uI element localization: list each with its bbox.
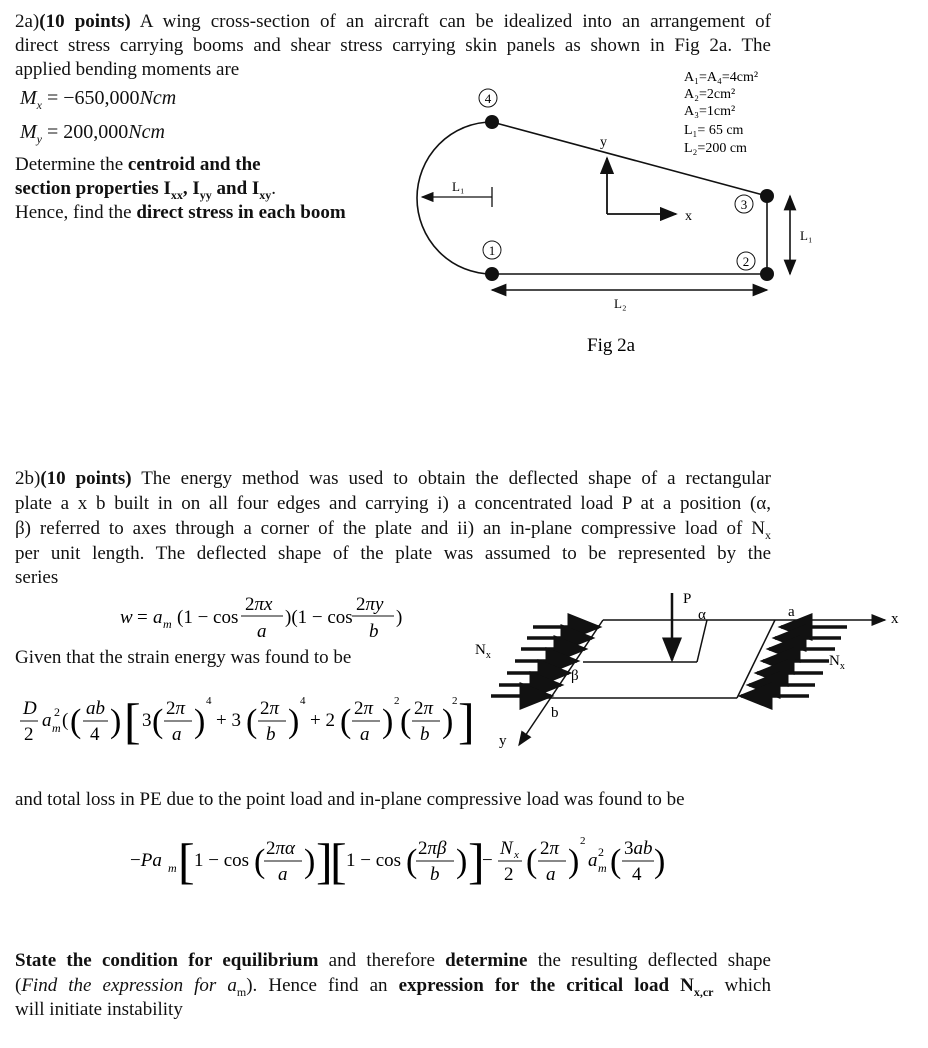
svg-text:(: ( [340, 703, 352, 740]
x-axis-label: x [685, 209, 692, 224]
svg-text:[: [ [124, 693, 141, 749]
svg-text:−: − [482, 850, 493, 871]
boom-label-4: 4 [484, 91, 492, 106]
svg-text:4: 4 [632, 864, 642, 885]
svg-text:4: 4 [300, 695, 306, 707]
svg-text:a: a [278, 864, 288, 885]
q2b-line-1: 2b)(10 points) The energy method was used to obtain the deflected shape of a rectangular [15, 468, 771, 489]
svg-text:D: D [23, 698, 37, 719]
svg-text:(: ( [400, 703, 412, 740]
svg-text:a: a [153, 607, 163, 628]
q2a-hence: Hence, find the direct stress in each boom [15, 202, 346, 223]
svg-text:(: ( [610, 843, 622, 880]
svg-text:4: 4 [90, 724, 100, 745]
svg-text:4: 4 [206, 695, 212, 707]
svg-text:b: b [266, 724, 276, 745]
q2a-line-3: applied bending moments are [15, 59, 240, 80]
svg-text:): ) [568, 843, 580, 880]
svg-text:a: a [360, 724, 370, 745]
svg-text:(: ( [254, 843, 266, 880]
q2a-points: (10 points) [39, 11, 131, 32]
q2a-line-1 [15, 10, 771, 34]
boom-1 [485, 267, 499, 281]
svg-text:2: 2 [580, 835, 586, 847]
svg-text:(: ( [62, 710, 69, 731]
svg-text:2πy: 2πy [356, 594, 384, 615]
svg-text:): ) [110, 703, 122, 740]
q2a-line1-text: A wing cross-section of an aircraft can be idealized into an arrangement of [130, 11, 772, 32]
q2b-find-line: (Find the expression for $a_m$). Hence find an expression for the critical load $N_{x,cr}$ which [15, 975, 771, 999]
y-label: y [499, 733, 507, 749]
b-label: b [551, 705, 559, 721]
svg-text:): ) [396, 607, 403, 628]
strain-energy-intro: Given that the strain energy was found to be [15, 647, 352, 668]
svg-text:a: a [588, 850, 598, 871]
alpha-label: α [698, 607, 706, 623]
svg-text:(: ( [70, 703, 82, 740]
q2b-last-line: will initiate instability [15, 999, 183, 1020]
svg-text:m: m [598, 861, 607, 875]
length-l1: L₁= 65 cm [684, 123, 744, 138]
svg-text:w: w [120, 607, 133, 628]
y-axis-label: y [600, 135, 607, 150]
svg-text:+ 3: + 3 [216, 710, 241, 731]
pe-loss-intro: and total loss in PE due to the point load and in-plane compressive load was found to be [15, 789, 685, 810]
svg-text:N: N [500, 838, 513, 859]
svg-text:m: m [163, 617, 172, 631]
beta-label: β [571, 668, 579, 684]
boom-4 [485, 115, 499, 129]
pe-loss-equation [130, 826, 670, 896]
moment-mx: $M_x = -650,000Ncm$ [20, 87, 177, 112]
svg-text:1 − cos: 1 − cos [194, 850, 250, 871]
length-l2: L₂=200 cm [684, 141, 747, 156]
svg-text:m: m [52, 721, 61, 735]
svg-text:): ) [304, 843, 316, 880]
q2a-line-2: direct stress carrying booms and shear stress carrying skin panels as shown in Fig 2a. The [15, 35, 771, 56]
svg-text:b: b [430, 864, 440, 885]
q2a-determine: Determine the centroid and the [15, 154, 261, 175]
l1-right-label: L₁ [800, 228, 813, 243]
l2-label: L₂ [614, 296, 627, 311]
svg-text:(: ( [152, 703, 164, 740]
x-label: x [891, 611, 899, 627]
svg-text:]: ] [316, 833, 333, 889]
l1-label: L₁ [452, 179, 465, 194]
boom-label-2: 2 [742, 254, 750, 269]
svg-text:2: 2 [394, 695, 400, 707]
svg-text:2π: 2π [166, 698, 186, 719]
svg-text:a: a [546, 864, 556, 885]
svg-text:=: = [137, 607, 148, 628]
svg-text:[: [ [178, 833, 195, 889]
svg-text:a: a [42, 710, 52, 731]
svg-text:): ) [442, 703, 454, 740]
svg-text:−Pa: −Pa [130, 850, 162, 871]
nx-left-arrows [491, 627, 599, 696]
boom-label-1: 1 [488, 243, 496, 258]
svg-text:2πx: 2πx [245, 594, 273, 615]
q2b-state-line: State the condition for equilibrium and therefore determine the resulting deflected shape [15, 950, 771, 971]
svg-text:ab: ab [86, 698, 105, 719]
svg-text:(: ( [526, 843, 538, 880]
svg-text:): ) [288, 703, 300, 740]
svg-text:)(1 − cos: )(1 − cos [285, 607, 353, 628]
deflection-equation [115, 590, 415, 646]
svg-text:]: ] [468, 833, 485, 889]
q2a-label: 2a) [15, 11, 40, 32]
boom-2 [760, 267, 774, 281]
svg-text:b: b [369, 621, 379, 642]
svg-text:2: 2 [54, 705, 60, 719]
svg-text:]: ] [458, 693, 475, 749]
svg-text:2π: 2π [354, 698, 374, 719]
svg-text:): ) [456, 843, 468, 880]
nx-left-label: $N_x$ [475, 642, 491, 661]
svg-text:3: 3 [142, 710, 152, 731]
area-a2: A₂=2cm² [684, 87, 736, 102]
fig-2a [400, 60, 820, 370]
svg-text:a: a [257, 621, 267, 642]
strain-energy-equation [20, 686, 475, 756]
svg-text:x: x [514, 849, 519, 861]
svg-text:[: [ [330, 833, 347, 889]
fig2a-caption: Fig 2a [587, 335, 636, 356]
svg-text:3ab: 3ab [624, 838, 653, 859]
boom-label-3: 3 [740, 197, 748, 212]
point-load-label: P [683, 591, 692, 607]
area-a1-a4: A₁=A₄=4cm² [684, 70, 759, 85]
svg-text:a: a [172, 724, 182, 745]
svg-text:2: 2 [452, 695, 458, 707]
svg-text:m: m [168, 861, 177, 875]
q2b-line-3: β) referred to axes through a corner of the plate and ii) an in-plane compressive load of $N_x$ [15, 518, 771, 542]
svg-text:(: ( [246, 703, 258, 740]
svg-text:2: 2 [504, 864, 514, 885]
svg-text:(1 − cos: (1 − cos [177, 607, 239, 628]
leading-edge-arc [417, 122, 492, 274]
q2b-line-4: per unit length. The deflected shape of the plate was assumed to be represented by the [15, 543, 771, 564]
moment-my: $M_y = 200,000Ncm$ [20, 121, 165, 146]
svg-text:2: 2 [24, 724, 34, 745]
svg-text:+ 2: + 2 [310, 710, 335, 731]
svg-text:2: 2 [598, 845, 604, 859]
q2b-line-5: series [15, 567, 59, 588]
svg-text:): ) [382, 703, 394, 740]
svg-text:b: b [420, 724, 430, 745]
fig-2b [475, 585, 905, 755]
svg-text:(: ( [406, 843, 418, 880]
a-label: a [788, 604, 795, 620]
svg-text:): ) [654, 843, 666, 880]
area-a3: A₃=1cm² [684, 104, 736, 119]
q2a-section-properties: section properties $I_{xx}$, $I_{yy}$ and $I_{xy}$. [15, 178, 277, 202]
nx-right-label: $N_x$ [829, 653, 845, 672]
svg-text:2πα: 2πα [266, 838, 295, 859]
q2b-line-2: plate a x b built in on all four edges and carrying i) a concentrated load P at a position (α, [15, 493, 771, 514]
svg-text:1 − cos: 1 − cos [346, 850, 402, 871]
svg-text:2π: 2π [260, 698, 280, 719]
svg-text:2π: 2π [540, 838, 560, 859]
svg-text:2π: 2π [414, 698, 434, 719]
svg-text:): ) [194, 703, 206, 740]
svg-text:2πβ: 2πβ [418, 838, 447, 859]
boom-3 [760, 189, 774, 203]
